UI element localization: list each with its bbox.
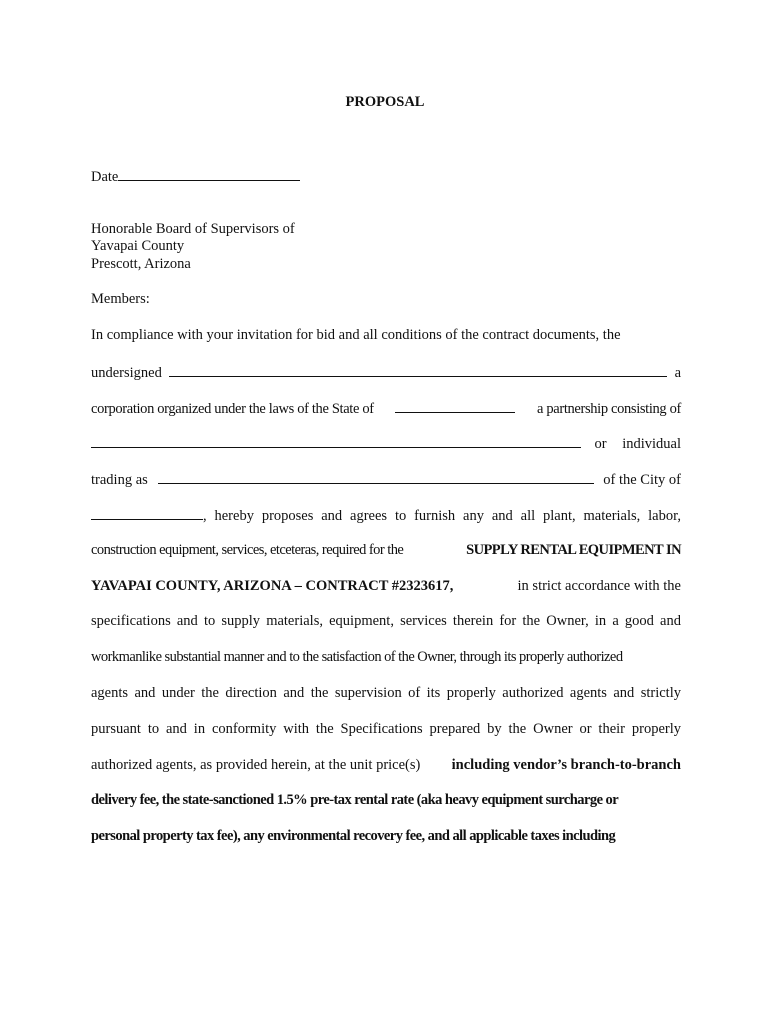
body-line-1: [91, 326, 681, 344]
body-text: of the City of: [603, 472, 681, 488]
body-text: a: [674, 365, 681, 381]
body-text: in strict accordance with the: [517, 578, 681, 594]
date-line: [91, 166, 681, 186]
contract-name-bold: SUPPLY RENTAL EQUIPMENT IN: [466, 542, 681, 558]
bidder-name-blank: [169, 362, 667, 377]
body-text: authorized agents, as provided herein, at the unit price(s): [91, 757, 421, 773]
body-text: undersigned: [91, 365, 162, 381]
address-line-1: Honorable Board of Supervisors of: [91, 221, 295, 237]
body-line-10: workmanlike substantial manner and to the satisfaction of the Owner, through its properly authorized: [91, 649, 623, 665]
date-label: Date: [91, 169, 119, 185]
body-line-3: [91, 398, 681, 418]
body-text: trading as: [91, 472, 148, 488]
contract-number-bold: YAVAPAI COUNTY, ARIZONA – CONTRACT #2323617,: [91, 578, 454, 594]
salutation: Members:: [91, 291, 150, 307]
body-text: , hereby proposes and agrees to furnish any and all plant, materials, labor,: [203, 508, 681, 524]
body-text: construction equipment, services, etceteras, required for the: [91, 542, 404, 558]
body-text: a partnership consisting of: [537, 401, 681, 417]
body-line-6: [91, 505, 681, 525]
body-line-5: [91, 469, 681, 489]
body-line-14: delivery fee, the state-sanctioned 1.5% pre-tax rental rate (aka heavy equipment surcharge or: [91, 792, 619, 808]
trading-as-blank: [158, 469, 594, 484]
city-blank: [91, 505, 203, 520]
body-line-4: [91, 433, 681, 453]
body-line-7: [91, 541, 681, 559]
body-text: corporation organized under the laws of the State of: [91, 401, 374, 417]
body-text: In compliance with your invitation for bid and all conditions of the contract documents, the: [91, 327, 621, 343]
date-blank: [118, 166, 300, 181]
body-line-13: [91, 756, 681, 774]
body-line-9: specifications and to supply materials, equipment, services therein for the Owner, in a good and: [91, 613, 681, 629]
pricing-terms-bold: including vendor’s branch-to-branch: [451, 757, 681, 773]
address-line-3: Prescott, Arizona: [91, 256, 191, 272]
body-line-2: [91, 362, 681, 382]
document-title: PROPOSAL: [345, 94, 425, 110]
body-line-15: personal property tax fee), any environmental recovery fee, and all applicable taxes including: [91, 828, 616, 844]
address-line-2: Yavapai County: [91, 238, 185, 254]
body-line-11: agents and under the direction and the supervision of its properly authorized agents and strictly: [91, 685, 681, 701]
partnership-blank: [91, 433, 581, 448]
body-line-8: [91, 577, 681, 595]
body-text: or individual: [594, 436, 681, 452]
state-blank: [395, 398, 515, 413]
body-line-12: pursuant to and in conformity with the Specifications prepared by the Owner or their properly: [91, 721, 681, 737]
